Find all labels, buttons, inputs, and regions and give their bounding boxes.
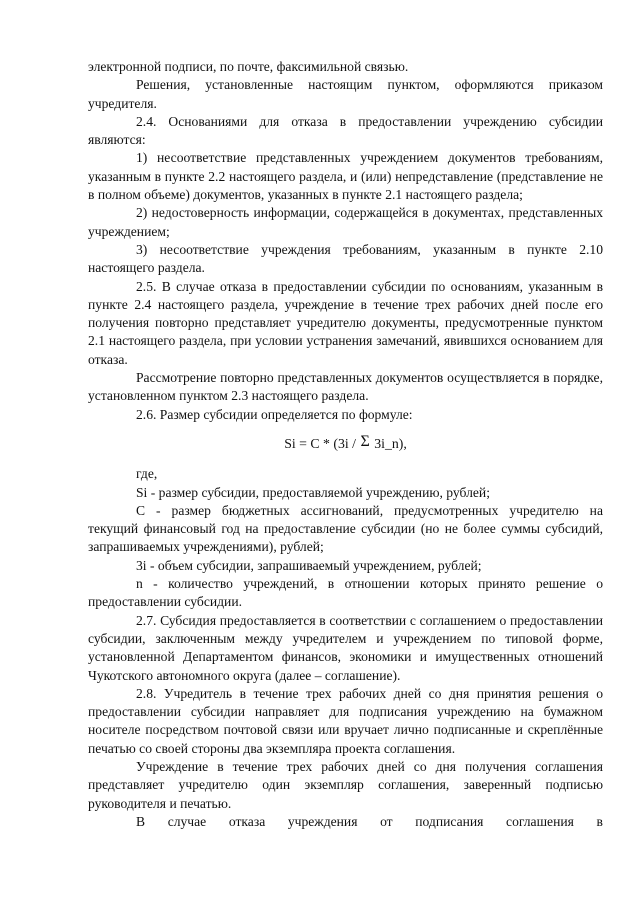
paragraph-1: электронной подписи, по почте, факсимильной связью. [88, 59, 409, 74]
paragraph-2: Решения, установленные настоящим пунктом, оформляются приказом учредителя. [88, 77, 603, 111]
definition-3i: 3i - объем субсидии, запрашиваемый учреждением, рублей; [136, 557, 482, 573]
document-page [88, 58, 603, 831]
definition-si: Si - размер субсидии, предоставляемой учреждению, рублей; [136, 484, 490, 500]
last-word: отказа [228, 813, 266, 829]
paragraph-2-4-item-2: 2) недостоверность информации, содержащейся в документах, представленных учреждением; [88, 205, 603, 239]
paragraph-2-5: 2.5. В случае отказа в предоставлении субсидии по основаниям, указанным в пункте 2.4 настоящего раздела, учреждение в течение трех рабочих дней после его получения повторно представляет учредителю документы, предусмотренные пунктом 2.1 настоящего раздела, при условии устранения замечаний, явившихся основанием для отказа. [88, 278, 603, 367]
last-word: учреждения [287, 813, 358, 829]
paragraph-2-4-item-3: 3) несоответствие учреждения требованиям, указанным в пункте 2.10 настоящего раздела. [88, 241, 603, 276]
sum-sigma-symbol: Σ [360, 432, 370, 450]
last-word: В [136, 813, 146, 829]
paragraph-2-8: 2.8. Учредитель в течение трех рабочих дней со дня принятия решения о предоставлении субсидии направляет для подписания учреждению на бумажном носителе посредством почтовой связи или вручает лично подписанные и скреплённые печатью со своей стороны два экземпляра проекта соглашения. [88, 685, 603, 756]
subsidy-formula [88, 432, 603, 453]
last-word: соглашения [506, 813, 574, 829]
last-word: в [596, 813, 603, 829]
paragraph-2-6: 2.6. Размер субсидии определяется по формуле: [136, 406, 413, 422]
paragraph-2-4-heading: 2.4. Основаниями для отказа в предоставлении учреждению субсидии являются: [88, 113, 603, 148]
definition-c: С - размер бюджетных ассигнований, предусмотренных учредителю на текущий финансовый год на предоставление субсидии (но не более суммы субсидий, запрашиваемых учреждениями), рублей; [88, 502, 603, 555]
paragraph-last-line [88, 813, 603, 831]
definition-n: n - количество учреждений, в отношении которых принято решение о предоставлении субсидии. [88, 576, 603, 610]
paragraph-2-8-return: Учреждение в течение трех рабочих дней со дня получения соглашения представляет учредителю один экземпляр соглашения, заверенный подписью руководителя и печатью. [88, 758, 603, 811]
paragraph-2-4-item-1: 1) несоответствие представленных учреждением документов требованиям, указанным в пункте 2.2 настоящего раздела, и (или) непредставление (представление не в полном объеме) документов, указанных в пункте 2.1 настоящего раздела; [88, 150, 603, 203]
last-word: случае [167, 813, 207, 829]
formula-right: 3i_n), [370, 435, 407, 451]
last-word: от [380, 813, 393, 829]
formula-where: где, [136, 466, 158, 482]
last-word: подписания [415, 813, 484, 829]
formula-left: Si = C * (3i / [284, 435, 360, 451]
paragraph-2-7: 2.7. Субсидия предоставляется в соответствии с соглашением о предоставлении субсидии, заключенным между учредителем и учреждением по типовой форме, установленной Департаментом финансов, экономики и имущественных отношений Чукотского автономного округа (далее – соглашение). [88, 612, 603, 683]
paragraph-2-5-review: Рассмотрение повторно представленных документов осуществляется в порядке, установленном пунктом 2.3 настоящего раздела. [88, 370, 603, 404]
